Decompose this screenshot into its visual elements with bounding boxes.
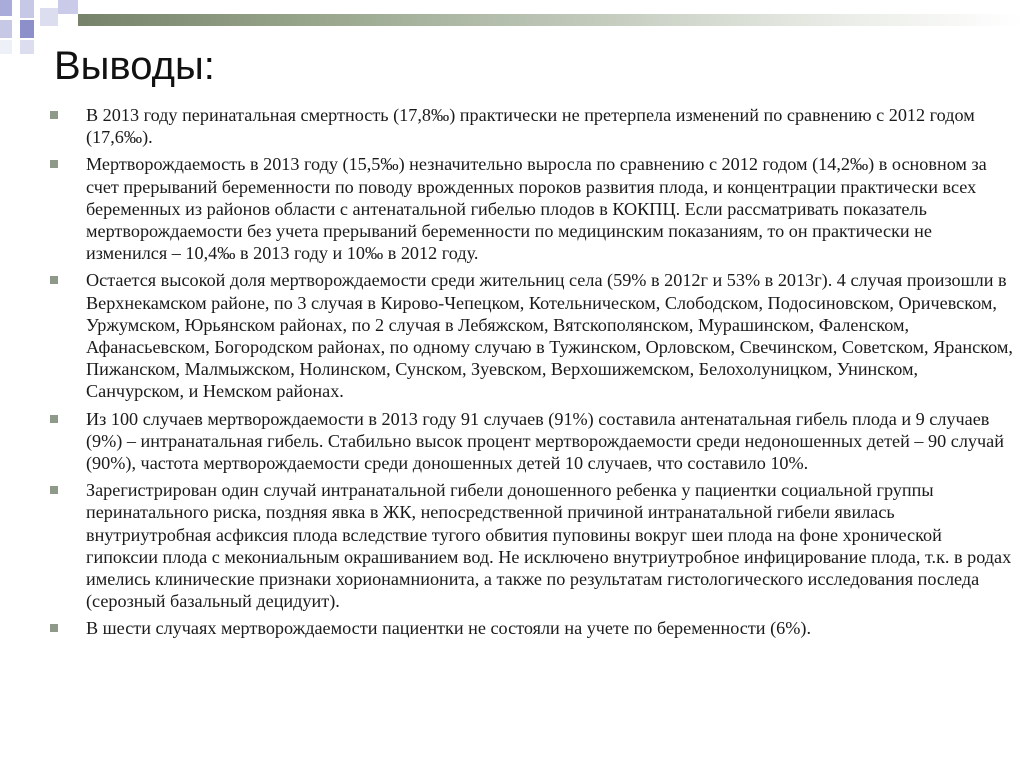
square-bullet-icon (50, 276, 58, 284)
slide-body (50, 104, 1015, 645)
bullet-text: Остается высокой доля мертворождаемости среди жительниц села (59% в 2012г и 53% в 2013г). 4 случая произошли в Верхнекамском районе, по 3 случая в Кирово-Чепецком, Котельническом, Слободском, Подосиновском, Оричевском, Уржумском, Юрьянском районах, по 2 случая в Лебяжском, Вятскополянском, Мурашинском, Фаленском, Афанасьевском, Богородском районах, по одному случаю в Тужинском, Орловском, Свечинском, Советском, Яранском, Пижанском, Малмыжском, Нолинском, Сунском, Зуевском, Верхошижемском, Белохолуницком, Унинском, Санчурском, и Немском районах. (86, 270, 1013, 402)
decorative-square (0, 40, 12, 54)
square-bullet-icon (50, 624, 58, 632)
square-bullet-icon (50, 111, 58, 119)
bullet-item (50, 104, 1015, 148)
decorative-square (0, 0, 12, 16)
slide-title: Выводы: (54, 44, 215, 88)
decorative-square (20, 20, 34, 38)
decorative-square (58, 0, 78, 14)
bullet-text: В 2013 году перинатальная смертность (17,8‰) практически не претерпела изменений по сравнению с 2012 годом (17,6‰). (86, 105, 975, 148)
bullet-text: Мертворождаемость в 2013 году (15,5‰) незначительно выросла по сравнению с 2012 годом (14,2‰) в основном за счет прерываний беременности по поводу врожденных пороков развития плода, и концентрации практически всех беременных из районов области с антенатальной гибелью плодов в КОКПЦ. Если рассматривать показатель мертворождаемости без учета прерываний беременности по медицинским показаниям, то он практически не изменился – 10,4‰ в 2013 году и 10‰ в 2012 году. (86, 154, 987, 264)
decorative-square (40, 8, 58, 26)
bullet-item (50, 617, 1015, 639)
bullet-text: Зарегистрирован один случай интранатальной гибели доношенного ребенка у пациентки социальной группы перинатального риска, поздняя явка в ЖК, непосредственной причиной интранатальной гибели явилась внутриутробная асфиксия плода вследствие тугого обвития пуповины вокруг шеи плода на фоне хронической гипоксии плода с мекониальным окрашиванием вод. Не исключено внутриутробное инфицирование плода, т.к. в родах имелись клинические признаки хорионамнионита, а также по результатам гистологического исследования последа (серозный базальный децидуит). (86, 480, 1012, 612)
bullet-text: В шести случаях мертворождаемости пациентки не состояли на учете по беременности (6%). (86, 618, 811, 639)
bullet-item (50, 153, 1015, 264)
decorative-square (0, 20, 12, 38)
square-bullet-icon (50, 415, 58, 423)
decorative-square (20, 40, 34, 54)
decorative-square (20, 0, 34, 18)
bullet-list (50, 104, 1015, 640)
bullet-item (50, 479, 1015, 612)
bullet-text: Из 100 случаев мертворождаемости в 2013 году 91 случаев (91%) составила антенатальная гибель плода и 9 случаев (9%) – интранатальная гибель. Стабильно высок процент мертворождаемости среди недоношенных детей – 90 случай (90%), частота мертворождаемости среди доношенных детей 10 случаев, что составило 10%. (86, 408, 1004, 474)
square-bullet-icon (50, 160, 58, 168)
bullet-item (50, 269, 1015, 402)
bullet-item (50, 408, 1015, 475)
header-gradient-bar (78, 14, 1024, 26)
square-bullet-icon (50, 486, 58, 494)
